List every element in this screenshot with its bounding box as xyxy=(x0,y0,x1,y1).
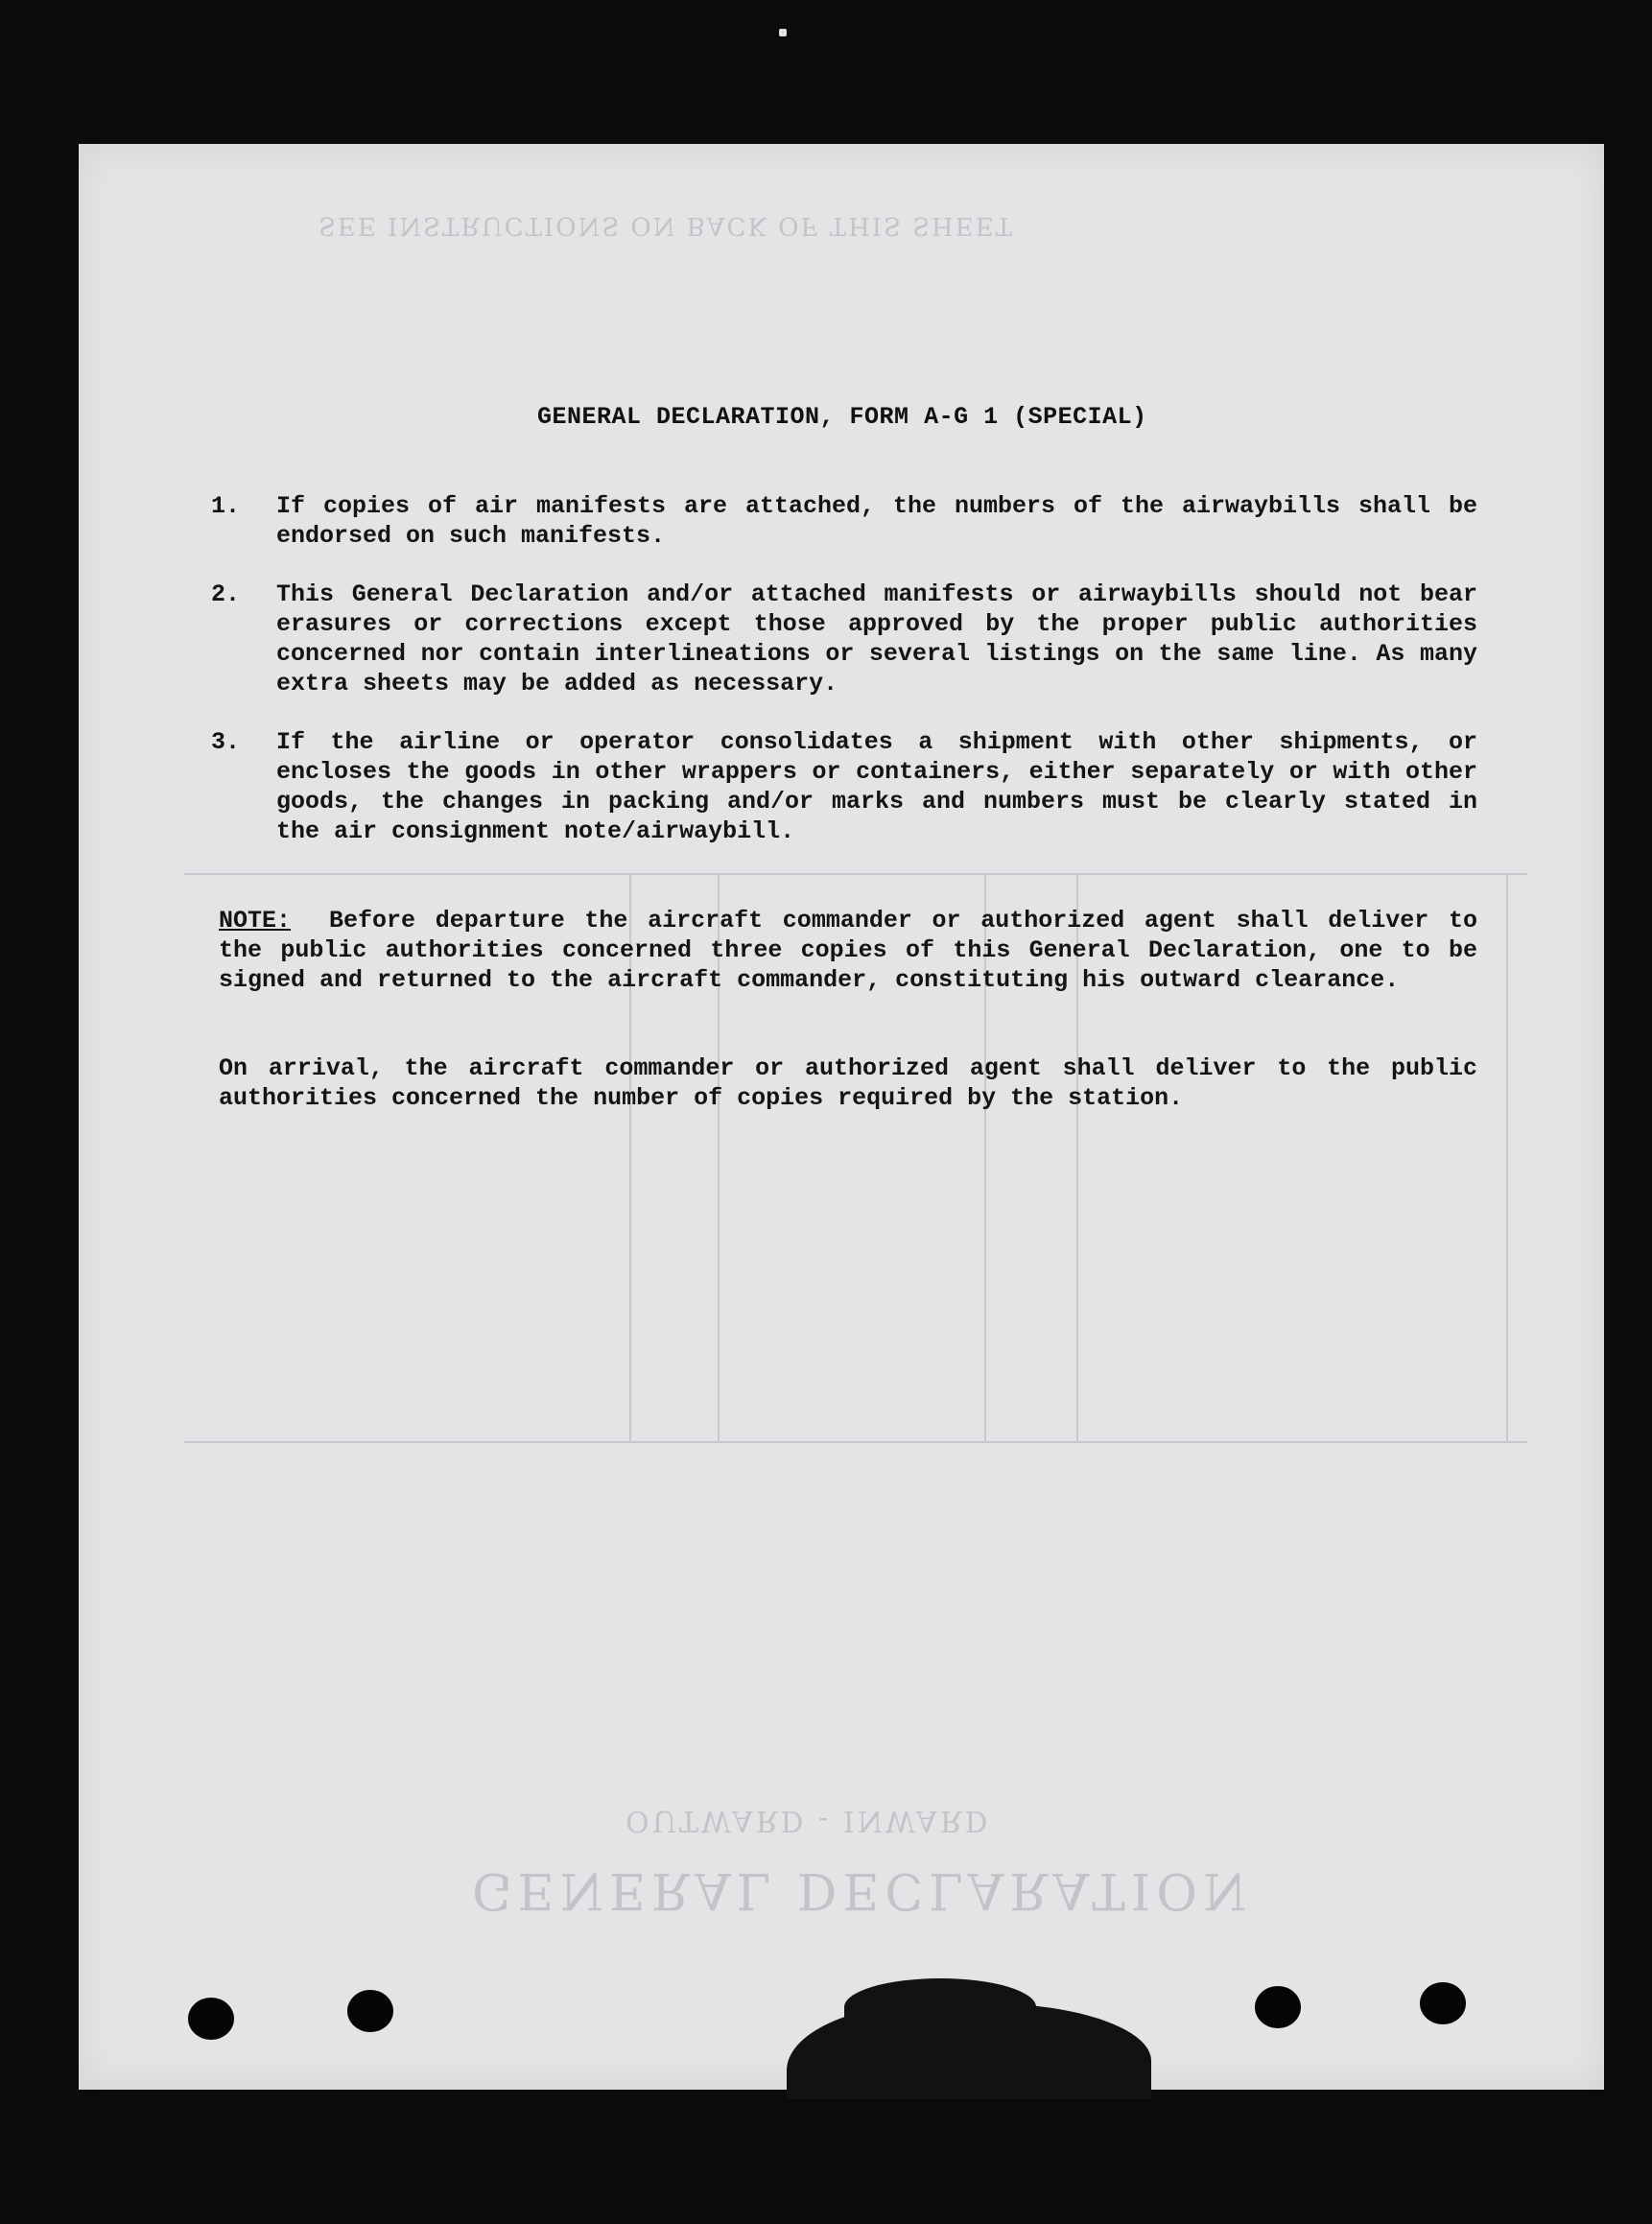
instruction-text: If the airline or operator consolidates a shipment with other shipments, or encloses the goods in other wrappers or containers, either separately or with other goods, the changes in packing and/or marks and numbers must be clearly stated in the air consignment note/airwaybill. xyxy=(276,728,1477,845)
punch-hole xyxy=(1420,1982,1466,2024)
bleed-through-rule xyxy=(1506,873,1508,1441)
instruction-item xyxy=(211,580,1477,698)
bleed-through-heading: GENERAL DECLARATION xyxy=(472,1861,1253,1919)
note-label: NOTE: xyxy=(219,907,292,935)
form-title: GENERAL DECLARATION, FORM A-G 1 (SPECIAL) xyxy=(537,403,1147,431)
punch-hole xyxy=(347,1990,393,2032)
instruction-text: If copies of air manifests are attached, the numbers of the airwaybills shall be endorsed on such manifests. xyxy=(276,492,1477,550)
instruction-item xyxy=(211,491,1477,551)
instruction-number: 2. xyxy=(211,580,241,608)
document-page xyxy=(79,144,1604,2090)
instruction-text: This General Declaration and/or attached manifests or airwaybills should not bear erasures or corrections except those approved by the proper public authorities concerned nor contain interlineations or several listings on the same line. As many extra sheets may be added as necessary. xyxy=(276,580,1477,698)
note-text: Before departure the aircraft commander or authorized agent shall deliver to the public authorities concerned three copies of this General Declaration, one to be signed and returned to the aircraft commander, constituting his outward clearance. xyxy=(219,907,1477,994)
torn-edge xyxy=(844,1978,1036,2036)
bleed-through-instructions: SEE INSTRUCTIONS ON BACK OF THIS SHEET xyxy=(319,211,1014,240)
bleed-through-rule xyxy=(184,1441,1527,1443)
instruction-number: 1. xyxy=(211,492,241,520)
punch-hole xyxy=(188,1998,234,2040)
note-paragraph xyxy=(219,906,1477,995)
bleed-through-rule xyxy=(184,873,1527,875)
instruction-number: 3. xyxy=(211,728,241,756)
scan-speck xyxy=(779,29,787,36)
bleed-through-subheading: OUTWARD - INWARD xyxy=(625,1804,991,1837)
arrival-paragraph: On arrival, the aircraft commander or authorized agent shall deliver to the public authorities concerned the number of copies required by the station. xyxy=(219,1054,1477,1112)
punch-hole xyxy=(1255,1986,1301,2028)
instruction-item xyxy=(211,727,1477,846)
